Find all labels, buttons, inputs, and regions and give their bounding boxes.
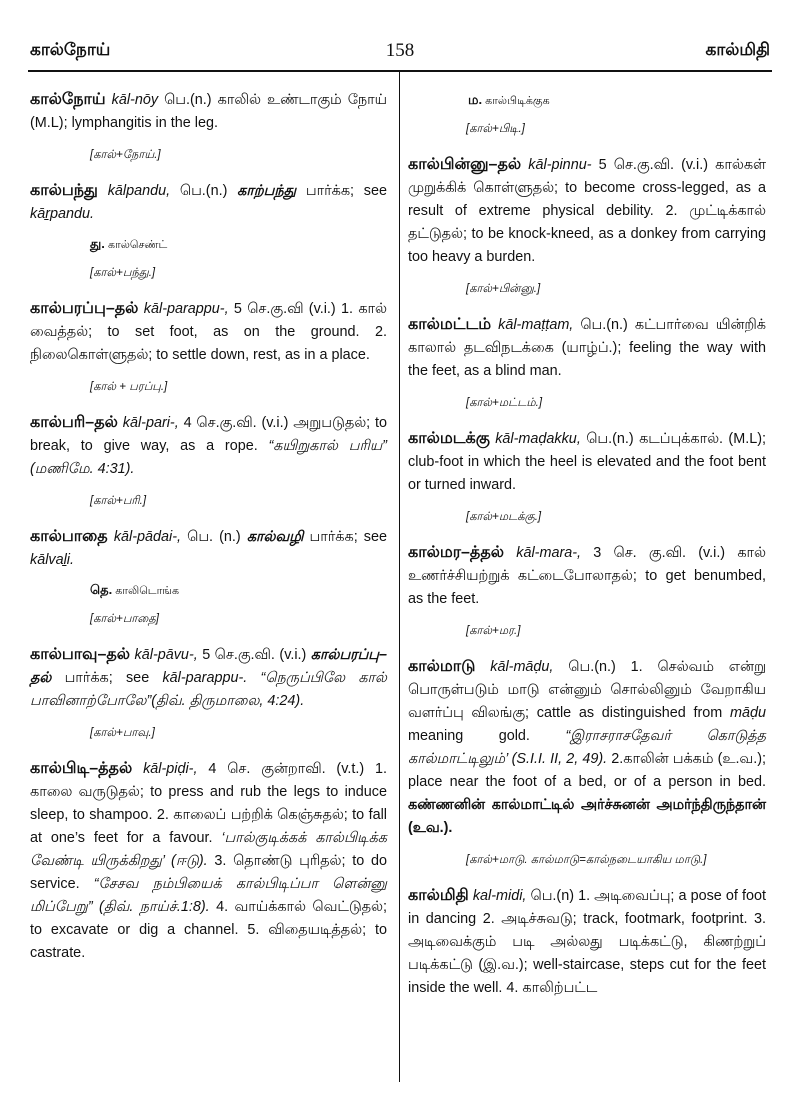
- headword: கால்மிதி: [408, 887, 469, 904]
- definition: 5 செ.கு.வி. (v.i.) கால்கள் முறுக்கிக் கொள்ளுதல்; to become cross-legged, as a result of extreme physical debility. 2. முட்டிக்கால் தட்டுதல்; to be knock-kneed, as a donkey from carrying too heavy a burden.: [408, 157, 767, 265]
- headword: கால்பரி–தல்: [30, 414, 118, 431]
- dictionary-entry: [408, 153, 766, 269]
- headword: கால்மாடு: [408, 658, 476, 675]
- cross-reference-translit: kāṟpandu.: [30, 206, 95, 222]
- headword: கால்நோய்: [30, 91, 106, 108]
- cognate: [90, 236, 387, 253]
- definition: 4. வாய்க்கால் வெட்டுதல்; to excavate or dig a channel. 5. விதையடித்தல்; to castrate.: [30, 899, 387, 961]
- definition: பெ.(n.) கடப்புக்கால். (M.L); club-foot in which the heel is elevated and the foot bent or turned inward.: [408, 431, 766, 493]
- cognate: [468, 92, 766, 109]
- cross-reference-translit: kālvaḻi.: [30, 552, 74, 568]
- quotation: “சேசவ நம்பியைக் கால்பிடிப்பா ளென்னு மிப்பேறு” (திவ். நாய்ச்.1:8).: [30, 876, 387, 915]
- page-header: [30, 40, 770, 70]
- cross-reference: காற்பந்து: [237, 183, 297, 199]
- cognate-word: கால்செண்ட்: [104, 239, 168, 251]
- header-rule: [28, 70, 772, 72]
- headword: கால்மர–த்தல்: [408, 544, 505, 561]
- definition: 5 செ.கு.வி (v.i.) 1. கால் வைத்தல்; to set foot, as on the ground. 2. நிலைகொள்ளுதல்; to settle down, rest, as in a place.: [30, 301, 388, 363]
- transliteration: kāl-pāvu-,: [134, 647, 198, 663]
- transliteration: kāl-piḍi-,: [143, 761, 198, 777]
- headword: கால்மடக்கு: [408, 430, 490, 447]
- cross-reference: கால்பரப்பு–தல்: [30, 647, 388, 686]
- left-column: [30, 88, 387, 965]
- cognate: [90, 582, 387, 599]
- transliteration: kāl-maṭṭam,: [498, 317, 574, 333]
- cognate-language: ம.: [468, 92, 483, 107]
- right-column: [408, 88, 766, 1000]
- definition: பார்க்க; see: [303, 529, 387, 545]
- transliteration: kāl-pari-,: [122, 415, 179, 431]
- transliteration: kāl-mara-,: [516, 545, 582, 561]
- headword: கால்பின்னு–தல்: [408, 156, 522, 173]
- headword: கால்மட்டம்: [408, 316, 492, 333]
- etymology: [கால்+பிடி.]: [466, 123, 525, 135]
- etymology: [கால்+பாதை]: [90, 613, 159, 625]
- dictionary-entry: [408, 541, 766, 611]
- dictionary-entry: [408, 884, 766, 1000]
- dictionary-entry: [30, 643, 387, 713]
- dictionary-entry: [30, 411, 387, 481]
- transliteration: kālpandu,: [107, 183, 171, 199]
- definition: பெ.(n.) 1. செல்வம் என்று பொருள்படும் மாடு என்னும் சொல்லினும் வேறாகிய வளர்ப்பு விலங்கு; cattle as distinguished from: [408, 659, 767, 721]
- headword: கால்பந்து: [30, 182, 98, 199]
- headword: கால்பாதை: [30, 528, 108, 545]
- cognate-language: து.: [90, 236, 105, 251]
- usage-example: கண்ணனின் கால்மாட்டில் அர்ச்சுனன் அமர்ந்திருந்தான் (உவ.).: [408, 797, 766, 836]
- cross-reference-translit: kāl-parappu-.: [162, 670, 248, 686]
- definition: 3 செ. கு.வி. (v.i.) கால் உணர்ச்சியற்றுக் கட்டைபோலாதல்; to get benumbed, as the feet.: [408, 545, 766, 607]
- quotation: ‘பால்குடிக்கக் கால்பிடிக்க வேண்டி யிருக்கிறது’ (ஈடு).: [30, 830, 387, 869]
- cognate-language: தெ.: [90, 582, 113, 597]
- definition: பார்க்க; see: [51, 670, 163, 686]
- etymology: [கால்+மடக்கு.]: [466, 511, 542, 523]
- etymology: [கால்+பின்னு.]: [466, 283, 541, 295]
- definition: meaning gold.: [408, 728, 566, 744]
- dictionary-entry: [30, 179, 387, 226]
- header-left-guide-word: கால்நோய்: [30, 40, 111, 59]
- definition: பெ.(n.) கட்பார்வை யின்றிக் காலால் தடவிநடக்கை (யாழ்ப்.); feeling the way with the feet, as a blind man.: [408, 317, 767, 379]
- header-right-guide-word: கால்மிதி: [705, 40, 770, 59]
- cognate-word: காலிடொங்க: [112, 585, 179, 597]
- cross-reference: கால்வழி: [246, 529, 304, 545]
- cognate-word: கால்பிடிக்குக: [482, 95, 550, 107]
- etymology: [கால்+மட்டம்.]: [466, 397, 543, 409]
- definition: பெ.(n.): [170, 183, 238, 199]
- quotation: “கயிறுகால் பரிய” (மணிமே. 4:31).: [30, 438, 387, 477]
- dictionary-entry: [408, 427, 766, 497]
- quotation: “நெருப்பிலே கால் பாவினாற்போலே”(திவ். திருமாலை, 4:24).: [30, 670, 387, 709]
- definition: 5 செ.கு.வி. (v.i.): [197, 647, 311, 663]
- transliteration: kāl-maḍakku,: [495, 431, 581, 447]
- etymology: [கால்+மர.]: [466, 625, 521, 637]
- italic-term: māḍu: [730, 705, 766, 721]
- etymology: [கால்+மாடு. கால்மாடு=கால்நடையாகிய மாடு.]: [466, 854, 707, 866]
- headword: கால்பரப்பு–தல்: [30, 300, 139, 317]
- column-divider: [399, 72, 400, 1082]
- dictionary-entry: [408, 313, 766, 383]
- etymology: [கால் + பரப்பு.]: [90, 381, 168, 393]
- dictionary-entry: [30, 88, 387, 135]
- definition: பெ.(n.) காலில் உண்டாகும் நோய் (M.L); lymphangitis in the leg.: [30, 92, 387, 131]
- transliteration: kal-midi,: [472, 888, 527, 904]
- definition: 3. தொண்டு புரிதல்; to do service.: [30, 853, 387, 892]
- transliteration: kāl-pinnu-: [528, 157, 592, 173]
- definition: பெ. (n.): [181, 529, 247, 545]
- etymology: [கால்+பரி.]: [90, 495, 147, 507]
- dictionary-entry: [30, 525, 387, 572]
- headword: கால்பாவு–தல்: [30, 646, 131, 663]
- page-number: 158: [385, 40, 415, 61]
- etymology: [கால்+பாவு.]: [90, 727, 155, 739]
- dictionary-entry: [408, 655, 766, 840]
- dictionary-entry: [30, 757, 387, 965]
- definition: 2.காலின் பக்கம் (உ.வ.); place near the foot of a bed, or of a person in bed.: [408, 751, 766, 790]
- etymology: [கால்+நோய்.]: [90, 149, 161, 161]
- definition: 4 செ. குன்றாவி. (v.t.) 1. காலை வருடுதல்; to press and rub the legs to induce sleep, to shampoo. 2. காலைப் பற்றிக் கெஞ்சுதல்; to fall at one’s feet for a favour.: [30, 761, 387, 846]
- definition: பெ.(n) 1. அடிவைப்பு; a pose of foot in dancing 2. அடிச்சுவடு; track, footmark, footprint. 3. அடிவைக்கும் படி அல்லது படிக்கட்டு, கிணற்றுப் படிக்கட்டு (இ.வ.); well-staircase, steps cut for the feet inside the well. 4. காலிற்பட்ட: [408, 888, 766, 996]
- etymology: [கால்+பந்து.]: [90, 267, 156, 279]
- transliteration: kāl-pādai-,: [113, 529, 182, 545]
- transliteration: kāl-māḍu,: [490, 659, 554, 675]
- quotation: “இராசராசதேவர் கொடுத்த கால்மாட்டிலும்’ (S.I.I. II, 2, 49).: [408, 728, 767, 767]
- transliteration: kāl-nōy: [111, 92, 159, 108]
- definition: 4 செ.கு.வி. (v.i.) அறுபடுதல்; to break, to give way, as a rope.: [30, 415, 387, 454]
- headword: கால்பிடி–த்தல்: [30, 760, 133, 777]
- transliteration: kāl-parappu-,: [143, 301, 229, 317]
- definition: பார்க்க; see: [296, 183, 387, 199]
- dictionary-entry: [30, 297, 387, 367]
